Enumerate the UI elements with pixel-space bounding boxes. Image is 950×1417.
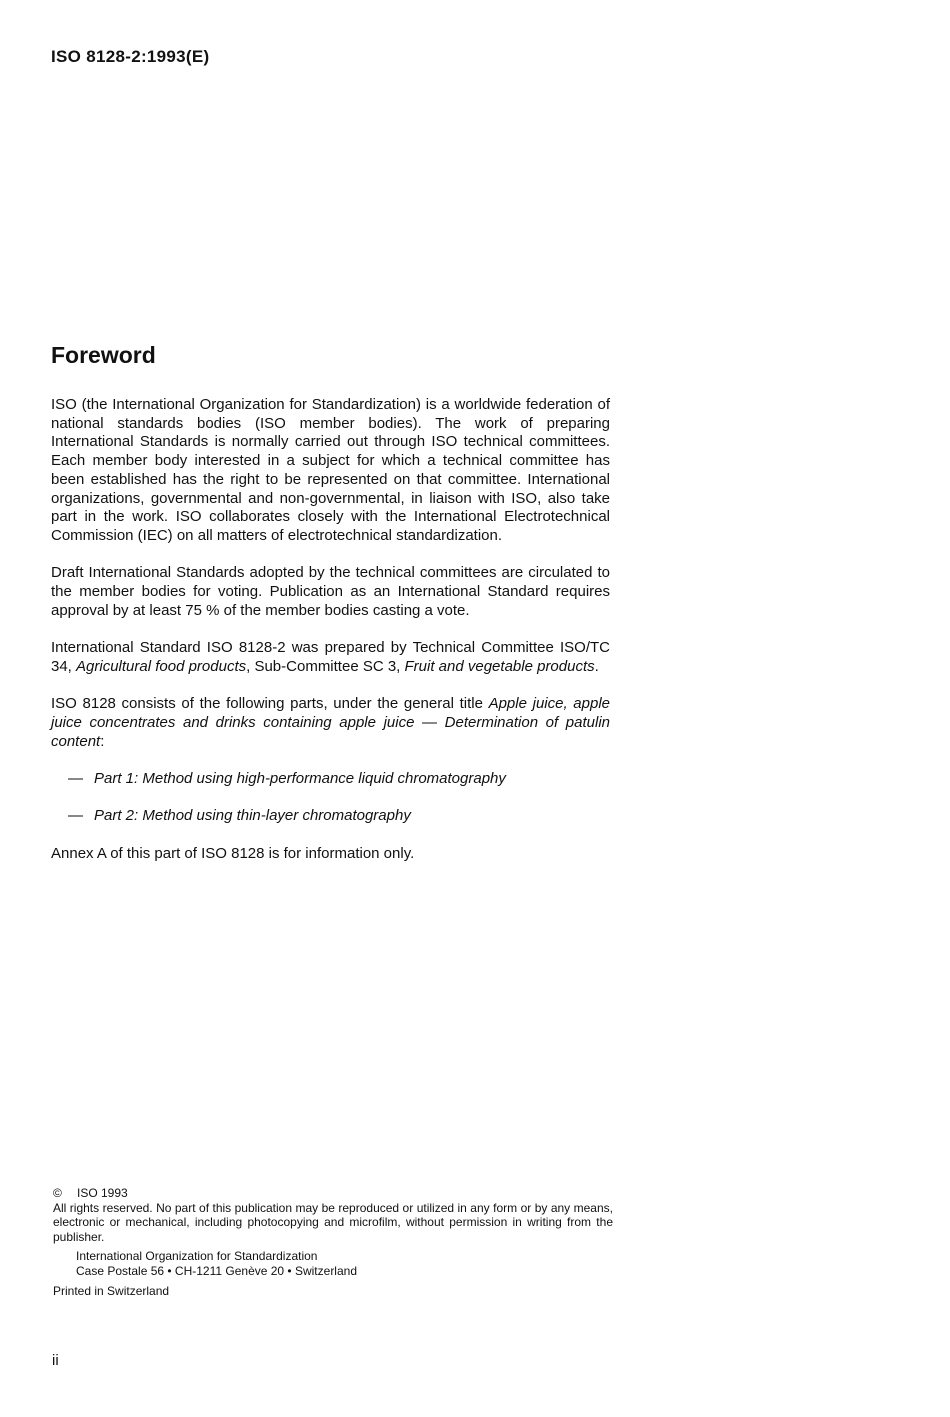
foreword-paragraph-3 (51, 639, 610, 676)
p3-text-a: International Standard ISO 8128-2 was prepared by Technical Committee ISO/TC 34, (51, 639, 610, 675)
foreword-paragraph-4 (51, 695, 610, 751)
foreword-paragraph-2: Draft International Standards adopted by the technical committees are circulated to the member bodies for voting. Publication as an International Standard requires approval by at least 75 % of the member bodies casting a vote. (51, 564, 610, 619)
foreword-paragraph-1: ISO (the International Organization for Standardization) is a worldwide federation of national standards bodies (ISO member bodies). The work of preparing International Standards is normally carried out through ISO technical committees. Each member body interested in a subject for which a technical committee has been established has the right to be represented on that committee. International organizations, governmental and non-governmental, in liaison with ISO, also take part in the work. ISO collaborates closely with the International Electrotechnical Commission (IEC) on all matters of electrotechnical standardization. (51, 396, 610, 544)
part-1-title: Part 1: Method using high-performance liquid chromatography (94, 770, 506, 787)
page-number: ii (52, 1352, 59, 1369)
general-title: Apple juice, apple juice concentrates and drinks containing apple juice — Determination of patulin content (51, 695, 610, 750)
document-id-header: ISO 8128-2:1993(E) (51, 47, 210, 66)
rights-statement: All rights reserved. No part of this publication may be reproduced or utilized in any form or by any means, electronic or mechanical, including photocopying and microfilm, without permission in writing from the publisher. (53, 1200, 613, 1244)
part-2-title: Part 2: Method using thin-layer chromatography (94, 807, 411, 825)
publisher-address: Case Postale 56 • CH-1211 Genève 20 • Switzerland (76, 1263, 357, 1278)
dash-marker: — (68, 770, 83, 787)
copyright-owner-year: ISO 1993 (77, 1186, 128, 1200)
foreword-heading: Foreword (51, 342, 156, 368)
p4-text-c: : (100, 732, 105, 750)
p3-text-e: . (594, 657, 599, 675)
publisher-name: International Organization for Standardization (76, 1249, 318, 1264)
copyright-symbol: © (53, 1186, 62, 1200)
printed-in: Printed in Switzerland (53, 1283, 170, 1298)
p3-text-c: , Sub-Committee SC 3, (246, 657, 405, 675)
copyright-notice (53, 1186, 613, 1298)
foreword-body (51, 396, 610, 863)
publisher-address-block (53, 1249, 613, 1278)
p3-committee-title: Agricultural food products (76, 657, 247, 675)
copyright-line (53, 1186, 613, 1201)
p4-text-a: ISO 8128 consists of the following parts, under the general title (51, 695, 489, 713)
foreword-paragraph-5: Annex A of this part of ISO 8128 is for information only. (51, 844, 415, 862)
list-item-part-2 (51, 807, 610, 826)
p3-subcommittee-title: Fruit and vegetable products (404, 657, 595, 675)
list-item-part-1 (51, 770, 610, 789)
dash-marker: — (68, 807, 83, 825)
